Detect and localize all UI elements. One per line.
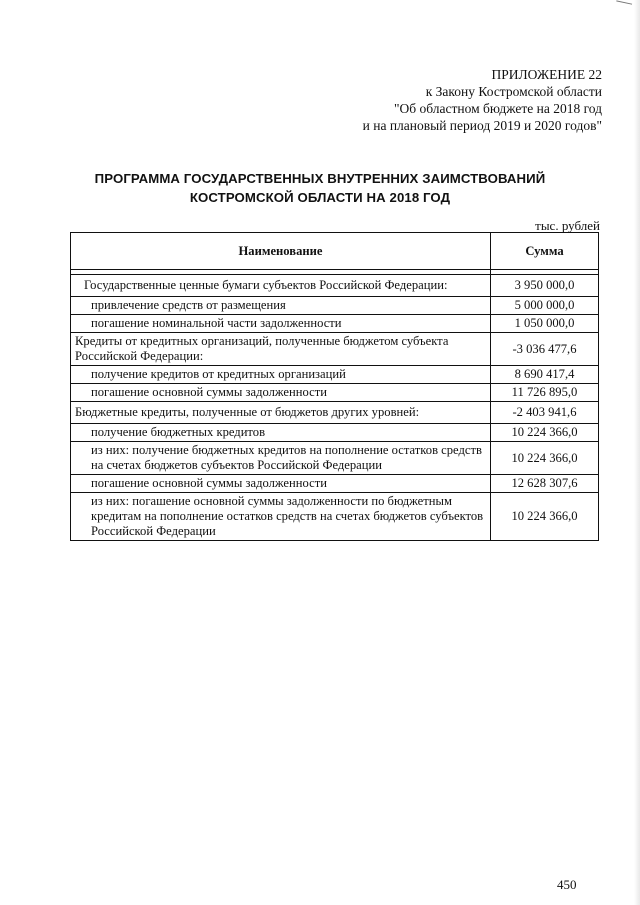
row-sum: -2 403 941,6 <box>491 402 599 424</box>
row-name: привлечение средств от размещения <box>71 297 491 315</box>
page-number: 450 <box>557 877 577 892</box>
table-row <box>71 493 599 541</box>
table-row <box>71 475 599 493</box>
table-row <box>71 384 599 402</box>
table-header-row <box>71 233 599 270</box>
row-name: Бюджетные кредиты, полученные от бюджетов других уровней: <box>71 402 491 424</box>
row-name: погашение номинальной части задолженности <box>71 315 491 333</box>
table-row <box>71 366 599 384</box>
row-name: погашение основной суммы задолженности <box>71 475 491 493</box>
row-name: погашение основной суммы задолженности <box>71 384 491 402</box>
row-name: получение кредитов от кредитных организаций <box>71 366 491 384</box>
row-sum: 5 000 000,0 <box>491 297 599 315</box>
row-sum: 10 224 366,0 <box>491 424 599 442</box>
row-sum: 8 690 417,4 <box>491 366 599 384</box>
page-edge-shadow <box>634 0 640 905</box>
column-header-sum: Сумма <box>491 233 599 270</box>
appendix-label: ПРИЛОЖЕНИЕ 22 <box>491 67 602 82</box>
document-title-line-1: ПРОГРАММА ГОСУДАРСТВЕННЫХ ВНУТРЕННИХ ЗАИМСТВОВАНИЙ <box>94 171 546 186</box>
table-row <box>71 297 599 315</box>
row-sum: 11 726 895,0 <box>491 384 599 402</box>
table-row <box>71 424 599 442</box>
table-row <box>71 315 599 333</box>
row-sum: 1 050 000,0 <box>491 315 599 333</box>
scan-corner-mark <box>616 0 632 6</box>
table-row <box>71 275 599 297</box>
table-row <box>71 402 599 424</box>
row-sum: 12 628 307,6 <box>491 475 599 493</box>
units-label: тыс. рублей <box>535 218 600 233</box>
table-row <box>71 333 599 366</box>
appendix-law-reference: к Закону Костромской области <box>425 84 602 99</box>
row-sum: 10 224 366,0 <box>491 442 599 475</box>
appendix-header <box>363 66 602 134</box>
row-name: Государственные ценные бумаги субъектов Российской Федерации: <box>71 275 491 297</box>
row-sum: -3 036 477,6 <box>491 333 599 366</box>
table-row <box>71 442 599 475</box>
document-title-line-2: КОСТРОМСКОЙ ОБЛАСТИ НА 2018 ГОД <box>189 190 451 205</box>
row-name: из них: получение бюджетных кредитов на пополнение остатков средств на счетах бюджетов субъектов Российской Федерации <box>71 442 491 475</box>
column-header-name: Наименование <box>71 233 491 270</box>
row-sum: 3 950 000,0 <box>491 275 599 297</box>
row-name: из них: погашение основной суммы задолженности по бюджетным кредитам на пополнение остатков средств на счетах бюджетов субъектов Российской Федерации <box>71 493 491 541</box>
appendix-law-title: "Об областном бюджете на 2018 год <box>394 101 602 116</box>
row-name: получение бюджетных кредитов <box>71 424 491 442</box>
row-name: Кредиты от кредитных организаций, полученные бюджетом субъекта Российской Федерации: <box>71 333 491 366</box>
document-title <box>0 169 640 207</box>
borrowing-program-table <box>70 232 599 541</box>
appendix-law-period: и на плановый период 2019 и 2020 годов" <box>362 118 602 133</box>
row-sum: 10 224 366,0 <box>491 493 599 541</box>
